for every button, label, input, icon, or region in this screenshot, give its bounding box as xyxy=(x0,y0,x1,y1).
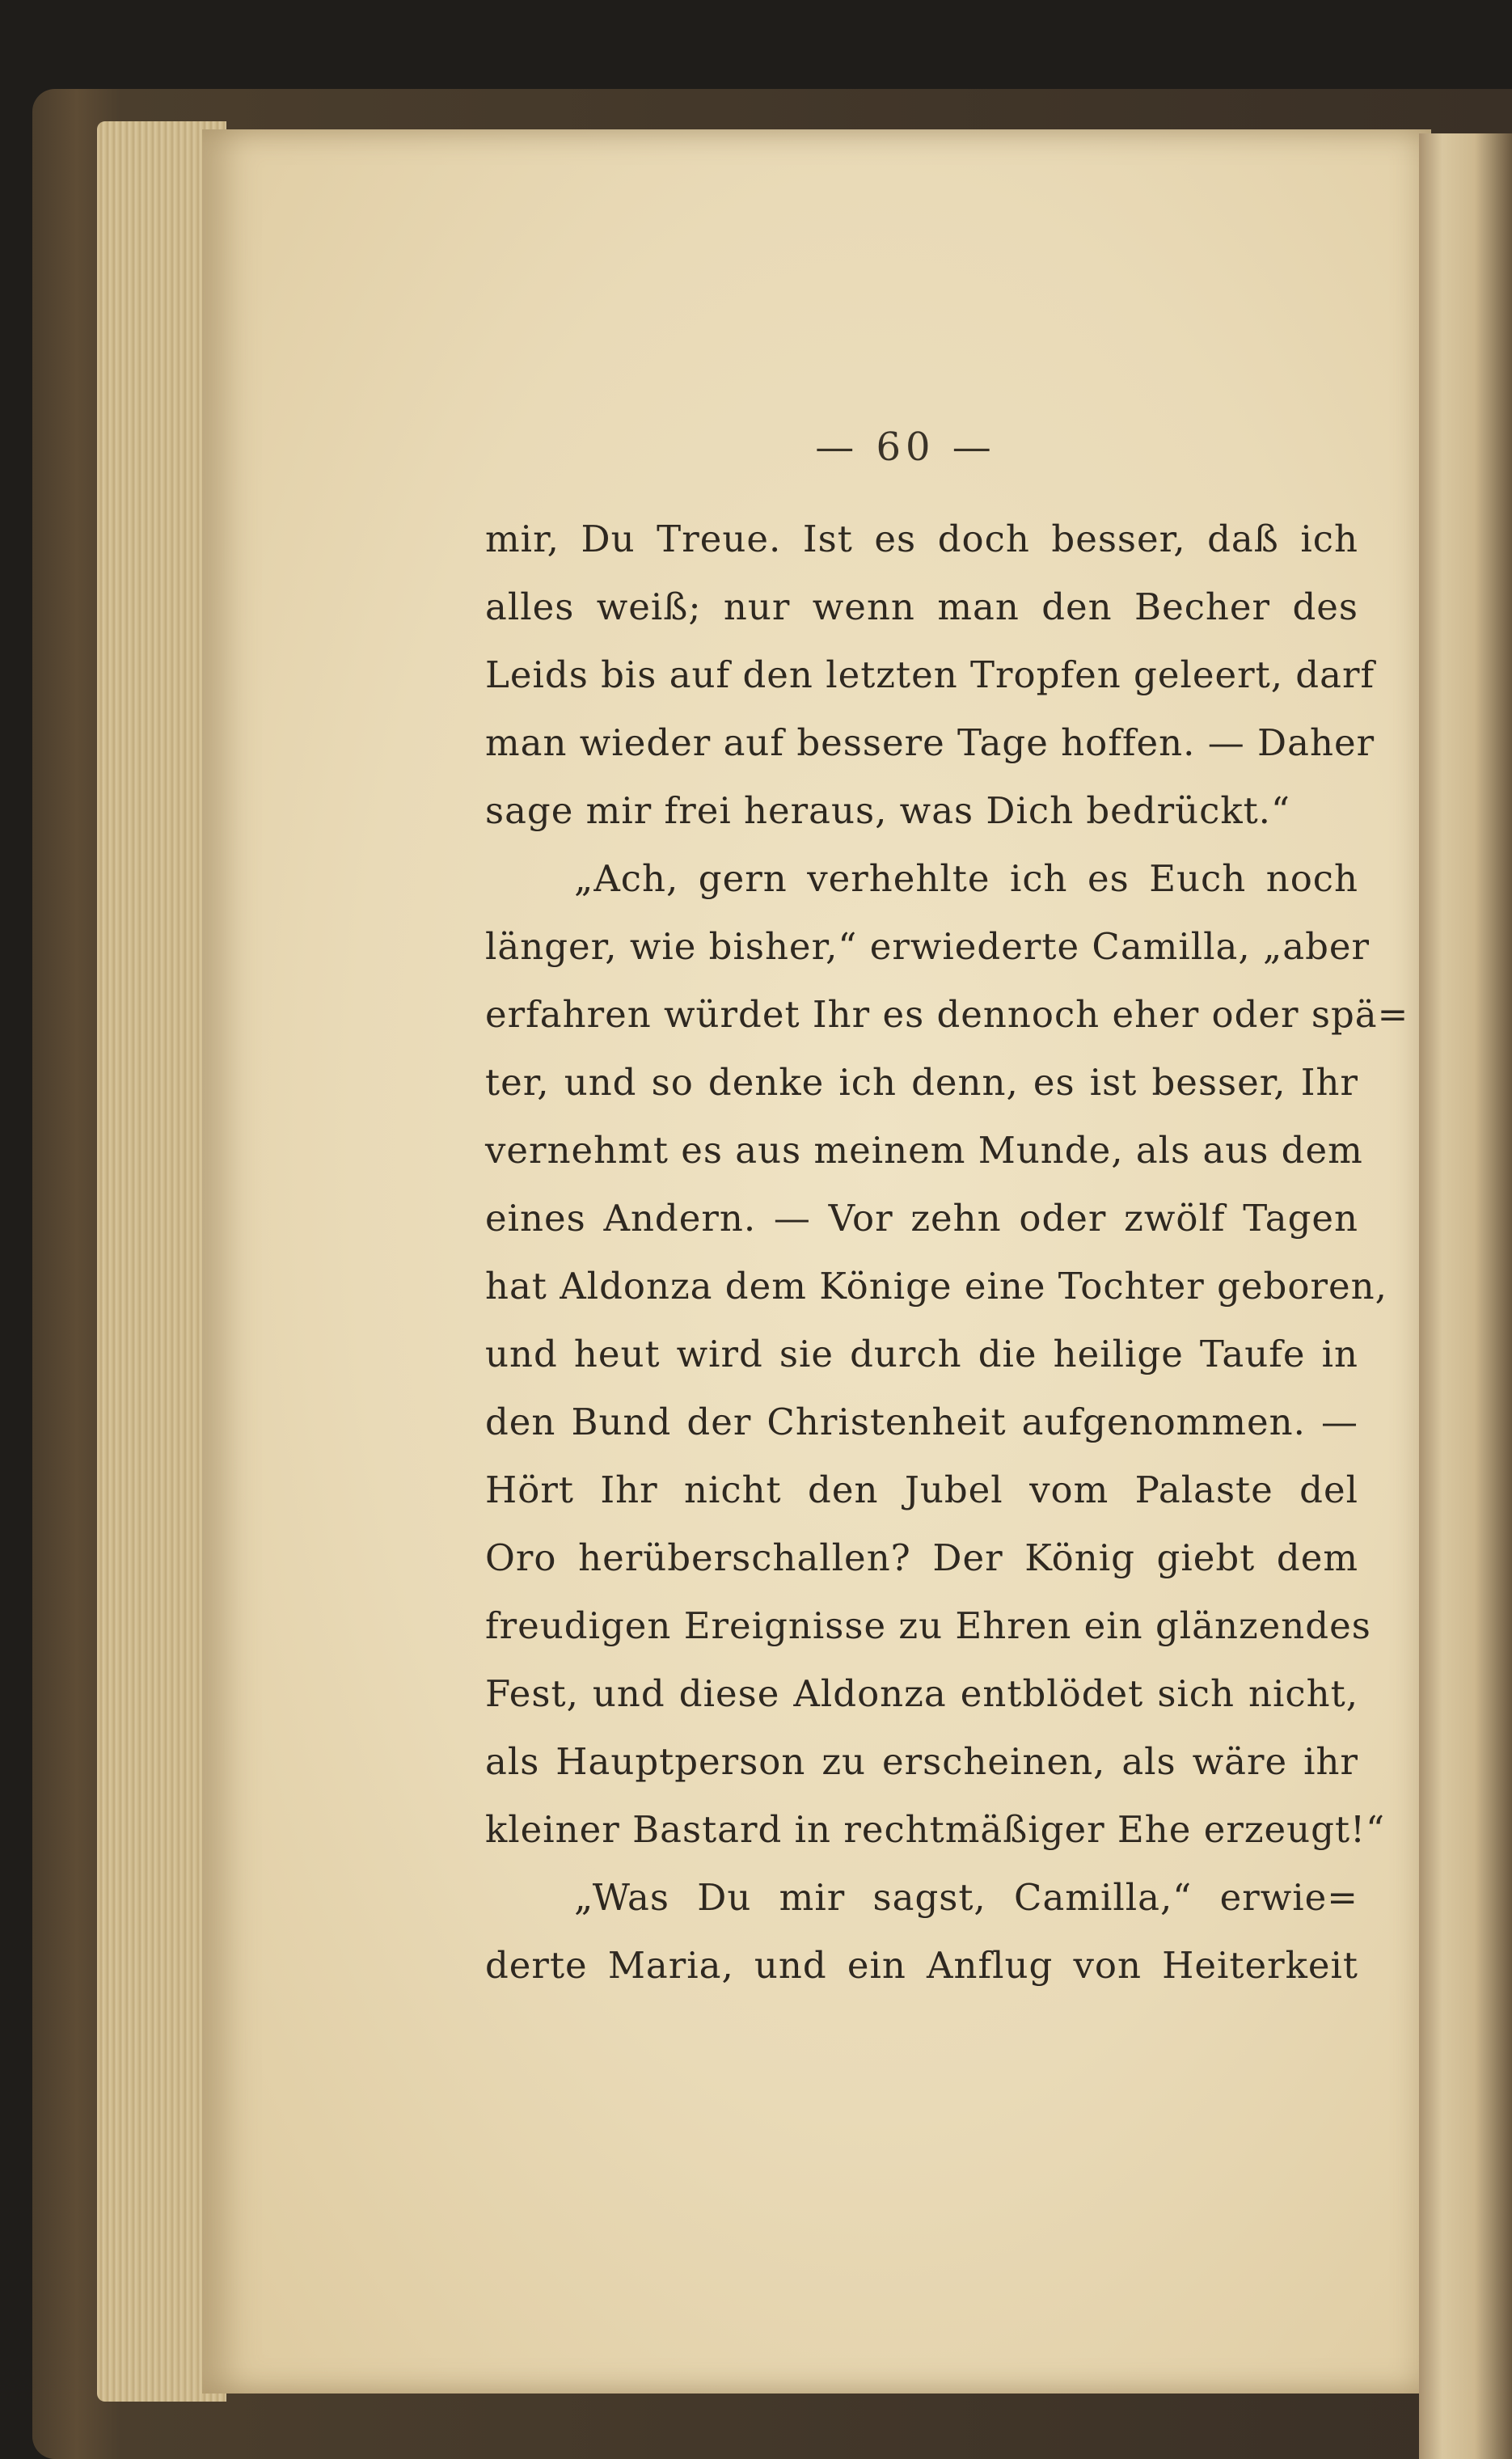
text-line: freudigen Ereignisse zu Ehren ein glänzendes xyxy=(485,1604,1371,1647)
text-line: derte Maria, und ein Anflug von Heiterkeit xyxy=(485,1944,1358,1987)
text-line: und heut wird sie durch die heilige Taufe in xyxy=(485,1333,1358,1375)
book-gutter xyxy=(1419,133,1512,2459)
text-line: kleiner Bastard in rechtmäßiger Ehe erzeugt!“ xyxy=(485,1808,1386,1851)
text-line: alles weiß; nur wenn man den Becher des xyxy=(485,585,1358,628)
text-line: Hört Ihr nicht den Jubel vom Palaste del xyxy=(485,1468,1358,1511)
text-line: „Was Du mir sagst, Camilla,“ erwie= xyxy=(574,1876,1358,1919)
text-line: länger, wie bisher,“ erwiederte Camilla, „aber xyxy=(485,925,1371,968)
text-line: eines Andern. — Vor zehn oder zwölf Tagen xyxy=(485,1197,1358,1240)
text-line: Fest, und diese Aldonza entblödet sich nicht, xyxy=(485,1672,1358,1715)
text-line: sage mir frei heraus, was Dich bedrückt.“ xyxy=(485,789,1290,832)
text-line: mir, Du Treue. Ist es doch besser, daß ich xyxy=(485,518,1358,560)
page-number: — 60 — xyxy=(815,425,996,470)
text-line: hat Aldonza dem Könige eine Tochter geboren, xyxy=(485,1265,1387,1308)
text-line: Leids bis auf den letzten Tropfen geleert, darf xyxy=(485,653,1375,696)
text-line: vernehmt es aus meinem Munde, als aus dem xyxy=(485,1129,1363,1172)
text-line: man wieder auf bessere Tage hoffen. — Daher xyxy=(485,721,1375,764)
text-line: als Hauptperson zu erscheinen, als wäre ihr xyxy=(485,1740,1358,1783)
text-line: „Ach, gern verhehlte ich es Euch noch xyxy=(574,857,1358,900)
text-line: den Bund der Christenheit aufgenommen. — xyxy=(485,1401,1358,1443)
text-line: ter, und so denke ich denn, es ist besser, Ihr xyxy=(485,1061,1358,1104)
text-line: erfahren würdet Ihr es dennoch eher oder spä= xyxy=(485,993,1409,1036)
page-text xyxy=(485,505,1409,2000)
text-line: Oro herüberschallen? Der König giebt dem xyxy=(485,1536,1358,1579)
